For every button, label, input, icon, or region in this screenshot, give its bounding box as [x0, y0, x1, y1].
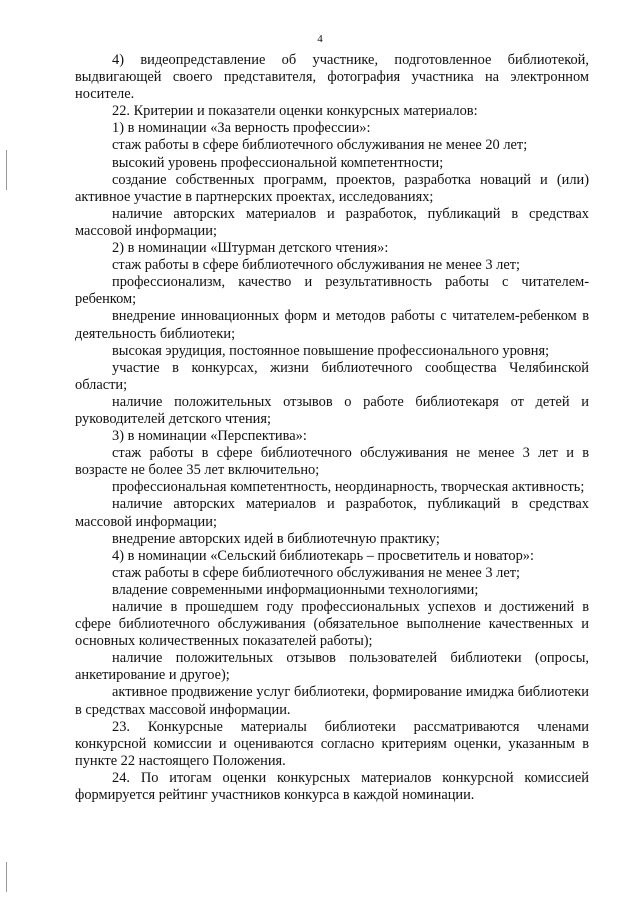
- list-item: стаж работы в сфере библиотечного обслуживания не менее 3 лет и в возрасте не более 35 лет включительно;: [75, 445, 589, 479]
- list-item: создание собственных программ, проектов, разработка новаций и (или) активное участие в партнерских проектах, исследованиях;: [75, 171, 589, 205]
- margin-scan-mark-bottom: [6, 862, 7, 892]
- document-body: [75, 52, 589, 804]
- list-item: высокий уровень профессиональной компетентности;: [112, 154, 444, 171]
- list-item: высокая эрудиция, постоянное повышение профессионального уровня;: [112, 342, 550, 359]
- list-item: стаж работы в сфере библиотечного обслуживания не менее 3 лет;: [112, 564, 521, 581]
- paragraph-22-heading: 22. Критерии и показатели оценки конкурсных материалов:: [112, 103, 478, 120]
- list-item: участие в конкурсах, жизни библиотечного сообщества Челябинской области;: [75, 359, 589, 393]
- list-item: профессионализм, качество и результативность работы с читателем-ребенком;: [75, 274, 589, 308]
- list-item: профессиональная компетентность, неординарность, творческая активность;: [112, 479, 585, 496]
- list-item: стаж работы в сфере библиотечного обслуживания не менее 20 лет;: [112, 137, 528, 154]
- paragraph-4-video-presentation: 4) видеопредставление об участнике, подготовленное библиотекой, выдвигающей своего представителя, фотография участника на электронном носителе.: [75, 52, 589, 103]
- list-item: наличие в прошедшем году профессиональных успехов и достижений в сфере библиотечного обслуживания (обязательное выполнение качественных и основных количественных показателей работы);: [75, 599, 589, 650]
- margin-scan-mark-top: [6, 150, 7, 190]
- nomination-2-heading: 2) в номинации «Штурман детского чтения»:: [112, 240, 389, 257]
- page-number: 4: [317, 33, 323, 45]
- nomination-3-heading: 3) в номинации «Перспектива»:: [112, 428, 307, 445]
- list-item: владение современными информационными технологиями;: [112, 581, 479, 598]
- list-item: активное продвижение услуг библиотеки, формирование имиджа библиотеки в средствах массовой информации.: [75, 684, 589, 718]
- list-item: наличие авторских материалов и разработок, публикаций в средствах массовой информации;: [75, 205, 589, 239]
- nomination-1-heading: 1) в номинации «За верность профессии»:: [112, 120, 371, 137]
- paragraph-23: 23. Конкурсные материалы библиотеки рассматриваются членами конкурсной комиссии и оцениваются согласно критериям оценки, указанным в пункте 22 настоящего Положения.: [75, 718, 589, 769]
- list-item: внедрение инновационных форм и методов работы с читателем-ребенком в деятельность библиотеки;: [75, 308, 589, 342]
- list-item: внедрение авторских идей в библиотечную практику;: [112, 530, 440, 547]
- list-item: наличие положительных отзывов пользователей библиотеки (опросы, анкетирование и другое);: [75, 650, 589, 684]
- list-item: наличие положительных отзывов о работе библиотекаря от детей и руководителей детского чтения;: [75, 393, 589, 427]
- paragraph-24: 24. По итогам оценки конкурсных материалов конкурсной комиссией формируется рейтинг участников конкурса в каждой номинации.: [75, 769, 589, 804]
- list-item: стаж работы в сфере библиотечного обслуживания не менее 3 лет;: [112, 257, 521, 274]
- nomination-4-heading: 4) в номинации «Сельский библиотекарь – просветитель и новатор»:: [112, 547, 534, 564]
- list-item: наличие авторских материалов и разработок, публикаций в средствах массовой информации;: [75, 496, 589, 530]
